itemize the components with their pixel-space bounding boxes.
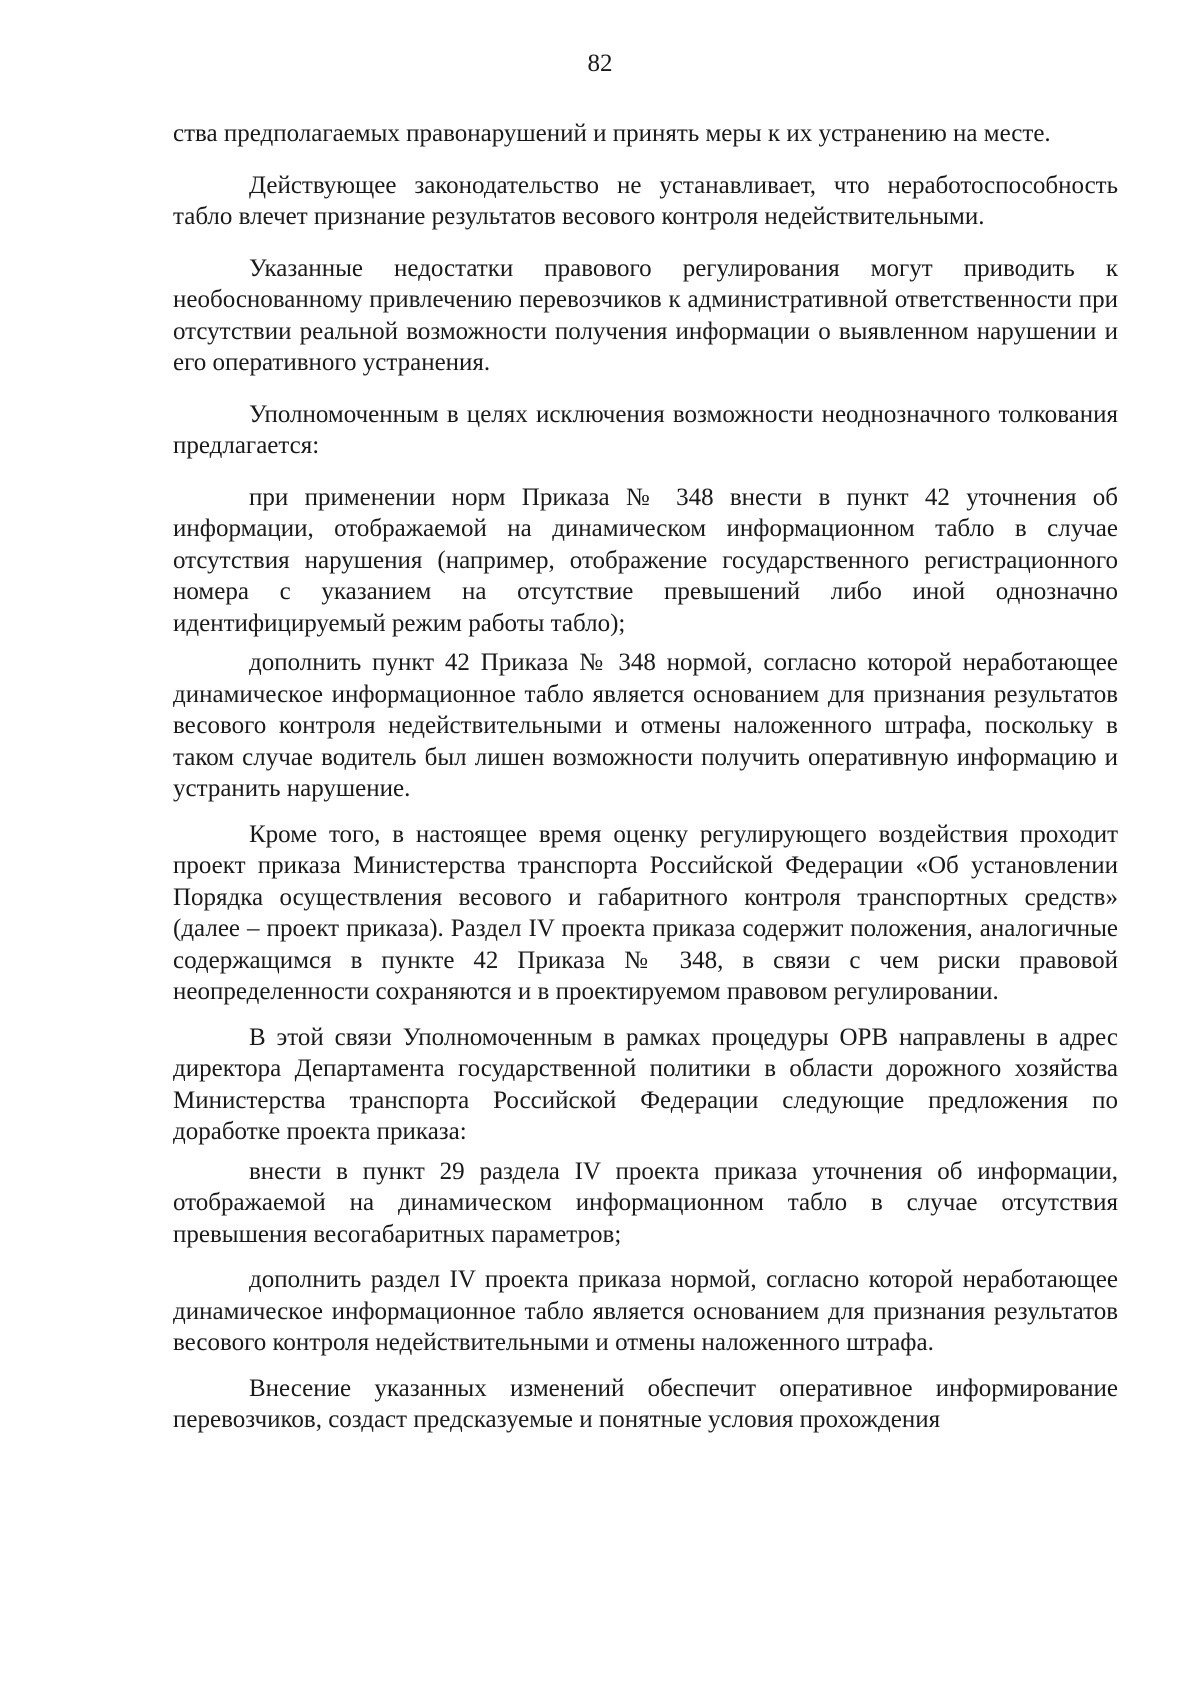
paragraph-proposal-item-1: при применении норм Приказа № 348 внести в пункт 42 уточнения об информации, отображаемой на динамическом информационном табло в случае отсутствия нарушения (например, отображение государственного регистрационного номера с указанием на отсутствие превышений либо иной однозначно идентифицируемый режим работы табло); xyxy=(173,483,1118,637)
paragraph-conclusion: Внесение указанных изменений обеспечит оперативное информирование перевозчиков, создаст предсказуемые и понятные условия прохождения xyxy=(173,1374,1118,1433)
paragraph-orv-proposals: В этой связи Уполномоченным в рамках процедуры ОРВ направлены в адрес директора Департамента государственной политики в области дорожного хозяйства Министерства транспорта Российской Федерации следующие предложения по доработке проекта приказа: xyxy=(173,1023,1118,1145)
paragraph-orv-item-1: внести в пункт 29 раздела IV проекта приказа уточнения об информации, отображаемой на динамическом информационном табло в случае отсутствия превышения весогабаритных параметров; xyxy=(173,1157,1118,1248)
paragraph-proposal-intro: Уполномоченным в целях исключения возможности неоднозначного толкования предлагается: xyxy=(173,400,1118,459)
paragraph-shortcomings: Указанные недостатки правового регулирования могут приводить к необоснованному привлечению перевозчиков к административной ответственности при отсутствии реальной возможности получения информации о выявленном нарушении и его оперативного устранения. xyxy=(173,254,1118,376)
document-body xyxy=(173,118,1118,1436)
paragraph-draft-order: Кроме того, в настоящее время оценку регулирующего воздействия проходит проект приказа Министерства транспорта Российской Федерации «Об установлении Порядка осуществления весового и габаритного контроля транспортных средств» (далее – проект приказа). Раздел IV проекта приказа содержит положения, аналогичные содержащимся в пункте 42 Приказа № 348, в связи с чем риски правовой неопределенности сохраняются и в проектируемом правовом регулировании. xyxy=(173,820,1118,1005)
paragraph-orv-item-2: дополнить раздел IV проекта приказа нормой, согласно которой неработающее динамическое информационное табло является основанием для признания результатов весового контроля недействительными и отмены наложенного штрафа. xyxy=(173,1266,1118,1356)
paragraph-continued: ства предполагаемых правонарушений и принять меры к их устранению на месте. xyxy=(173,120,1051,147)
paragraph-legislation: Действующее законодательство не устанавливает, что неработоспособность табло влечет признание результатов весового контроля недействительными. xyxy=(173,171,1118,230)
page-number: 82 xyxy=(587,50,613,77)
paragraph-proposal-item-2: дополнить пункт 42 Приказа № 348 нормой, согласно которой неработающее динамическое информационное табло является основанием для признания результатов весового контроля недействительными и отмены наложенного штрафа, поскольку в таком случае водитель был лишен возможности получить оперативную информацию и устранить нарушение. xyxy=(173,649,1118,802)
